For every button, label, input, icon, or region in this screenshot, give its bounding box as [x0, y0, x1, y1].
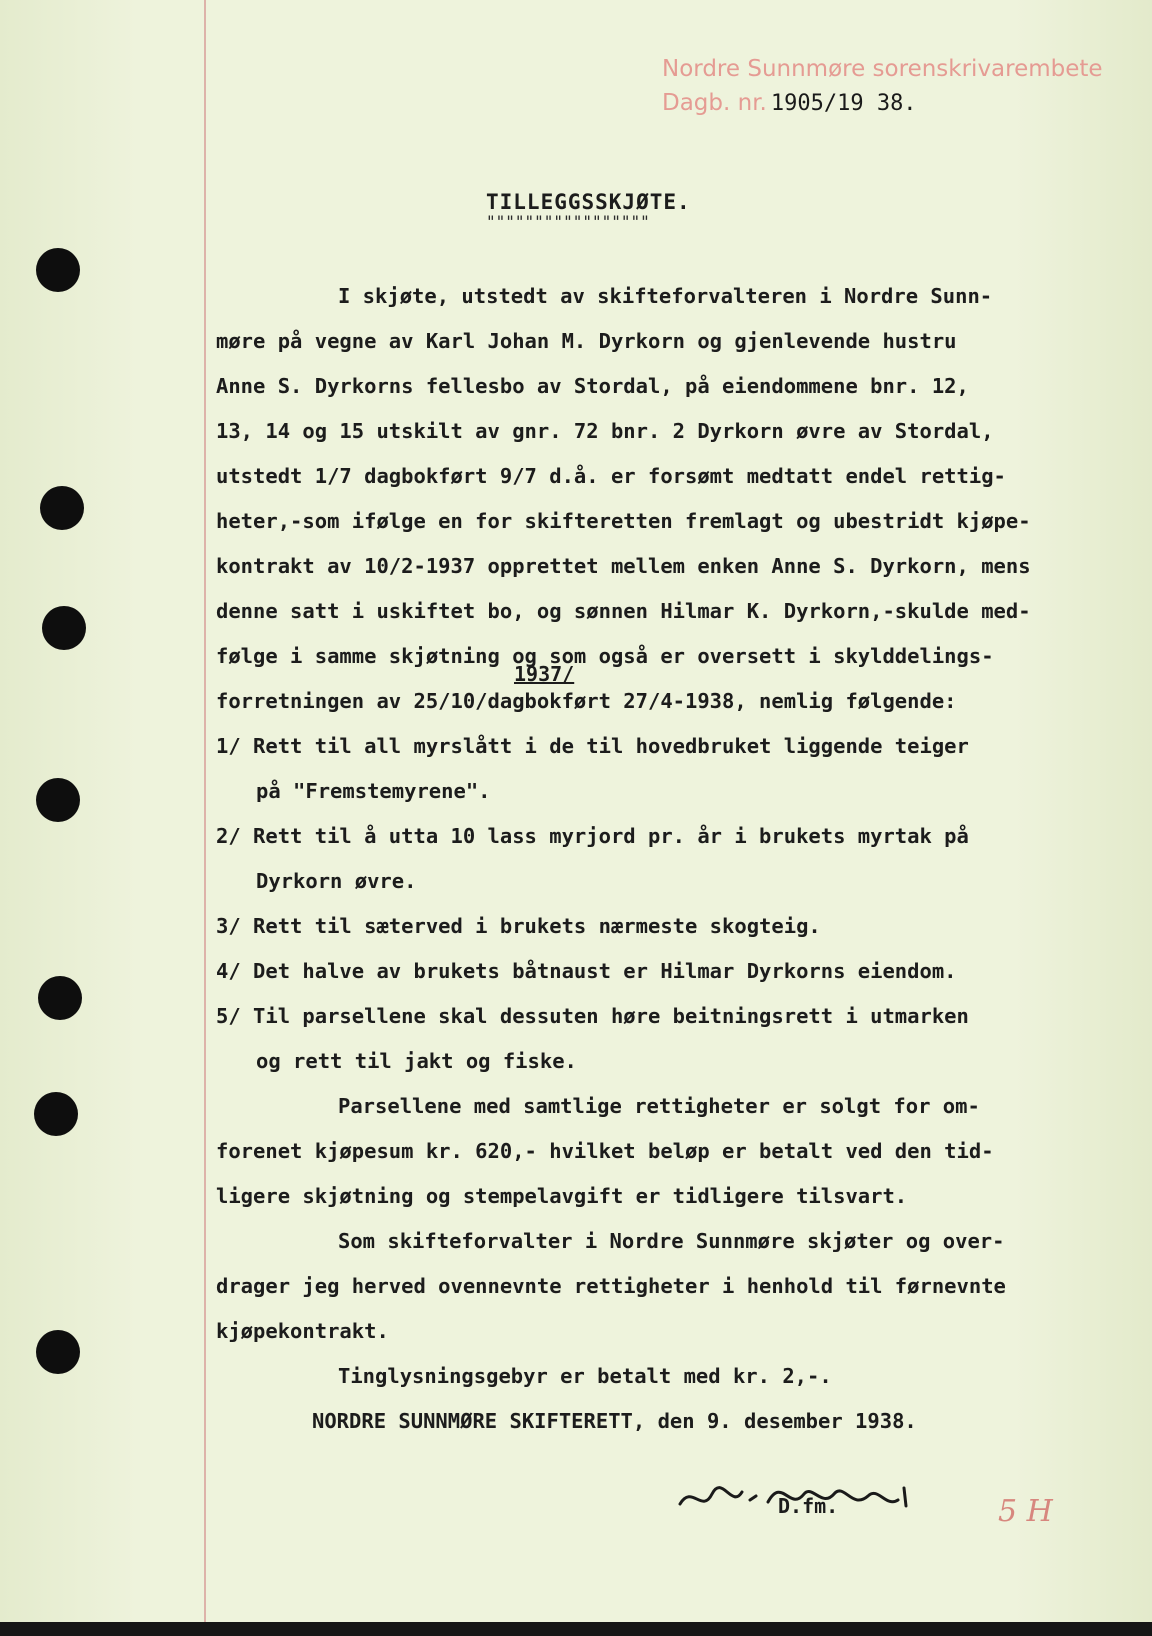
text-line: 2/ Rett til å utta 10 lass myrjord pr. år i brukets myrtak på: [216, 824, 969, 848]
stamp-office: Nordre Sunnmøre sorenskrivarembete: [662, 56, 1103, 82]
punch-hole: [40, 486, 84, 530]
insertion-above-line: 1937/: [514, 662, 575, 686]
stamp-dagb-label: Dagb. nr.: [662, 90, 767, 116]
text-line: 13, 14 og 15 utskilt av gnr. 72 bnr. 2 Dyrkorn øvre av Stordal,: [216, 419, 994, 443]
text-line: 5/ Til parsellene skal dessuten høre beitningsrett i utmarken: [216, 1004, 969, 1028]
text-line: forenet kjøpesum kr. 620,- hvilket beløp er betalt ved den tid-: [216, 1139, 994, 1163]
stamp-dagb-number: 1905/19 38.: [770, 91, 917, 116]
punch-hole: [42, 606, 86, 650]
text-line: forretningen av 25/10/dagbokført 27/4-1938, nemlig følgende:: [216, 689, 957, 713]
margin-rule: [204, 0, 206, 1636]
scan-edge: [0, 1622, 1152, 1636]
text-line: på "Fremstemyrene".: [256, 779, 491, 803]
text-line: Parsellene med samtlige rettigheter er solgt for om-: [338, 1094, 980, 1118]
text-line: I skjøte, utstedt av skifteforvalteren i Nordre Sunn-: [338, 284, 993, 308]
punch-hole: [36, 248, 80, 292]
page-mark: 5 H: [998, 1494, 1053, 1529]
text-line: heter,-som ifølge en for skifteretten fremlagt og ubestridt kjøpe-: [216, 509, 1031, 533]
text-line: følge i samme skjøtning og som også er oversett i skylddelings-: [216, 644, 994, 668]
text-line: ligere skjøtning og stempelavgift er tidligere tilsvart.: [216, 1184, 908, 1208]
text-line: Dyrkorn øvre.: [256, 869, 417, 893]
text-line: og rett til jakt og fiske.: [256, 1049, 577, 1073]
text-line: 4/ Det halve av brukets båtnaust er Hilmar Dyrkorns eiendom.: [216, 959, 957, 983]
text-line: denne satt i uskiftet bo, og sønnen Hilmar K. Dyrkorn,-skulde med-: [216, 599, 1031, 623]
signature-role: D.fm.: [778, 1494, 839, 1518]
punch-hole: [36, 778, 80, 822]
punch-hole: [38, 976, 82, 1020]
punch-hole: [34, 1092, 78, 1136]
punch-hole: [36, 1330, 80, 1374]
title-underline: """"""""""""""""": [486, 212, 650, 231]
document-title: TILLEGGSSKJØTE.: [486, 190, 691, 214]
text-line: Som skifteforvalter i Nordre Sunnmøre skjøter og over-: [338, 1229, 1005, 1253]
stamp-dagb: [662, 86, 1103, 121]
text-line: Anne S. Dyrkorns fellesbo av Stordal, på eiendommene bnr. 12,: [216, 374, 969, 398]
text-line: 3/ Rett til sæterved i brukets nærmeste skogteig.: [216, 914, 821, 938]
text-line: kontrakt av 10/2-1937 opprettet mellem enken Anne S. Dyrkorn, mens: [216, 554, 1031, 578]
text-line: drager jeg herved ovennevnte rettigheter i henhold til førnevnte: [216, 1274, 1006, 1298]
text-line: Tinglysningsgebyr er betalt med kr. 2,-.: [338, 1364, 832, 1388]
text-line: møre på vegne av Karl Johan M. Dyrkorn og gjenlevende hustru: [216, 329, 957, 353]
text-line: NORDRE SUNNMØRE SKIFTERETT, den 9. desember 1938.: [312, 1409, 917, 1433]
text-line: kjøpekontrakt.: [216, 1319, 389, 1343]
registry-stamp: [662, 52, 1103, 121]
text-line: utstedt 1/7 dagbokført 9/7 d.å. er forsømt medtatt endel rettig-: [216, 464, 1006, 488]
text-line: 1/ Rett til all myrslått i de til hovedbruket liggende teiger: [216, 734, 969, 758]
